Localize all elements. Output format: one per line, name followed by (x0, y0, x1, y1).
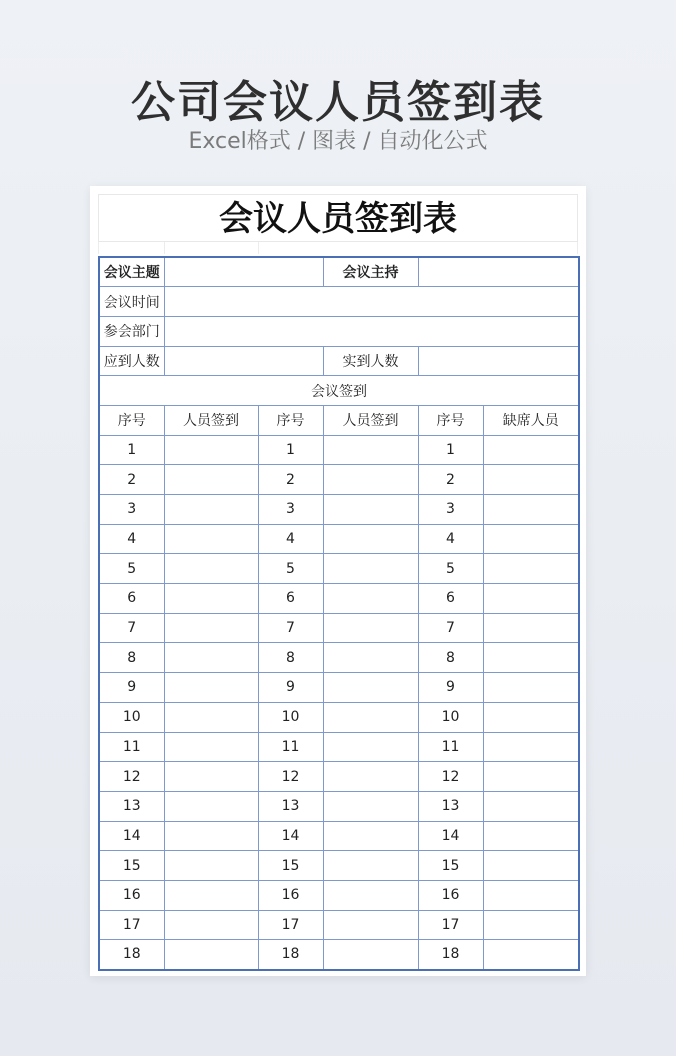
signin-cell[interactable] (164, 791, 258, 821)
row-number: 10 (99, 702, 164, 732)
absent-cell[interactable] (483, 643, 579, 673)
column-header: 人员签到 (323, 405, 418, 435)
checkin-section-row (99, 376, 579, 406)
host-input-cell[interactable] (418, 257, 579, 287)
row-number: 7 (99, 613, 164, 643)
table-row (99, 940, 579, 970)
signin-cell[interactable] (164, 702, 258, 732)
signin-cell[interactable] (323, 791, 418, 821)
row-number: 13 (258, 791, 323, 821)
absent-cell[interactable] (483, 940, 579, 970)
signin-cell[interactable] (323, 465, 418, 495)
signin-cell[interactable] (164, 851, 258, 881)
row-number: 2 (418, 465, 483, 495)
row-number: 11 (258, 732, 323, 762)
table-row (99, 554, 579, 584)
row-number: 18 (258, 940, 323, 970)
row-number: 3 (258, 495, 323, 525)
row-number: 3 (99, 495, 164, 525)
row-number: 18 (418, 940, 483, 970)
table-row (99, 791, 579, 821)
row-number: 12 (258, 762, 323, 792)
row-number: 16 (99, 880, 164, 910)
table-row (99, 702, 579, 732)
row-number: 11 (99, 732, 164, 762)
expected-label: 应到人数 (99, 346, 164, 376)
row-number: 10 (258, 702, 323, 732)
row-number: 16 (258, 880, 323, 910)
table-row (99, 613, 579, 643)
table-row (99, 762, 579, 792)
absent-cell[interactable] (483, 613, 579, 643)
absent-cell[interactable] (483, 851, 579, 881)
signin-cell[interactable] (323, 851, 418, 881)
row-number: 9 (99, 673, 164, 703)
expected-input-cell[interactable] (164, 346, 323, 376)
signin-cell[interactable] (323, 762, 418, 792)
row-number: 1 (258, 435, 323, 465)
signin-table (98, 256, 580, 971)
row-number: 4 (99, 524, 164, 554)
row-number: 8 (99, 643, 164, 673)
row-number: 4 (258, 524, 323, 554)
signin-cell[interactable] (323, 524, 418, 554)
row-number: 14 (418, 821, 483, 851)
absent-cell[interactable] (483, 554, 579, 584)
time-label: 会议时间 (99, 287, 164, 317)
signin-cell[interactable] (164, 465, 258, 495)
signin-cell[interactable] (164, 524, 258, 554)
table-row (99, 673, 579, 703)
row-number: 17 (99, 910, 164, 940)
signin-cell[interactable] (323, 435, 418, 465)
absent-cell[interactable] (483, 673, 579, 703)
absent-cell[interactable] (483, 465, 579, 495)
row-number: 1 (418, 435, 483, 465)
absent-cell[interactable] (483, 702, 579, 732)
signin-cell[interactable] (164, 880, 258, 910)
absent-cell[interactable] (483, 495, 579, 525)
absent-cell[interactable] (483, 791, 579, 821)
row-number: 5 (258, 554, 323, 584)
table-row (99, 851, 579, 881)
signin-cell[interactable] (323, 880, 418, 910)
row-number: 2 (99, 465, 164, 495)
absent-cell[interactable] (483, 762, 579, 792)
topic-input-cell[interactable] (164, 257, 323, 287)
row-number: 9 (258, 673, 323, 703)
signin-cell[interactable] (323, 702, 418, 732)
signin-cell[interactable] (164, 762, 258, 792)
table-row (99, 880, 579, 910)
signin-cell[interactable] (323, 821, 418, 851)
table-row (99, 821, 579, 851)
row-number: 5 (418, 554, 483, 584)
row-number: 8 (258, 643, 323, 673)
absent-cell[interactable] (483, 435, 579, 465)
signin-cell[interactable] (323, 643, 418, 673)
topic-label: 会议主题 (99, 257, 164, 287)
row-number: 4 (418, 524, 483, 554)
table-row (99, 910, 579, 940)
table-row (99, 495, 579, 525)
row-number: 6 (258, 584, 323, 614)
row-number: 6 (418, 584, 483, 614)
signin-cell[interactable] (164, 910, 258, 940)
row-number: 15 (99, 851, 164, 881)
table-row (99, 643, 579, 673)
signin-cell[interactable] (323, 495, 418, 525)
attendance-count-row (99, 346, 579, 376)
spacer-row (98, 242, 578, 254)
row-number: 9 (418, 673, 483, 703)
column-header: 人员签到 (164, 405, 258, 435)
signin-cell[interactable] (164, 940, 258, 970)
row-number: 13 (99, 791, 164, 821)
checkin-section-label: 会议签到 (99, 376, 579, 406)
column-header: 序号 (258, 405, 323, 435)
row-number: 17 (258, 910, 323, 940)
row-number: 5 (99, 554, 164, 584)
signin-cell[interactable] (323, 673, 418, 703)
column-header: 缺席人员 (483, 405, 579, 435)
row-number: 12 (418, 762, 483, 792)
page-title: 公司会议人员签到表 (131, 77, 545, 128)
departments-row (99, 316, 579, 346)
table-row (99, 524, 579, 554)
column-header: 序号 (99, 405, 164, 435)
departments-input-cell[interactable] (164, 316, 579, 346)
table-row (99, 465, 579, 495)
absent-cell[interactable] (483, 910, 579, 940)
row-number: 11 (418, 732, 483, 762)
row-number: 3 (418, 495, 483, 525)
time-row (99, 287, 579, 317)
signin-cell[interactable] (164, 495, 258, 525)
absent-cell[interactable] (483, 524, 579, 554)
signin-cell[interactable] (164, 584, 258, 614)
row-number: 2 (258, 465, 323, 495)
signin-cell[interactable] (164, 643, 258, 673)
signin-cell[interactable] (323, 940, 418, 970)
actual-label: 实到人数 (323, 346, 418, 376)
row-number: 15 (418, 851, 483, 881)
signin-cell[interactable] (164, 613, 258, 643)
table-row (99, 435, 579, 465)
signin-cell[interactable] (323, 732, 418, 762)
signin-cell[interactable] (323, 554, 418, 584)
column-header-row (99, 405, 579, 435)
signin-cell[interactable] (323, 584, 418, 614)
row-number: 10 (418, 702, 483, 732)
absent-cell[interactable] (483, 880, 579, 910)
signin-cell[interactable] (323, 613, 418, 643)
table-row (99, 732, 579, 762)
row-number: 17 (418, 910, 483, 940)
row-number: 12 (99, 762, 164, 792)
page-subtitle: Excel格式 / 图表 / 自动化公式 (188, 129, 488, 154)
absent-cell[interactable] (483, 584, 579, 614)
signin-cell[interactable] (164, 821, 258, 851)
sheet-title: 会议人员签到表 (98, 194, 578, 242)
row-number: 14 (258, 821, 323, 851)
row-number: 18 (99, 940, 164, 970)
row-number: 15 (258, 851, 323, 881)
signin-cell[interactable] (164, 673, 258, 703)
row-number: 7 (258, 613, 323, 643)
actual-input-cell[interactable] (418, 346, 579, 376)
row-number: 1 (99, 435, 164, 465)
row-number: 14 (99, 821, 164, 851)
absent-cell[interactable] (483, 732, 579, 762)
signin-cell[interactable] (323, 910, 418, 940)
host-label: 会议主持 (323, 257, 418, 287)
spreadsheet-paper (90, 186, 586, 976)
topic-row (99, 257, 579, 287)
column-header: 序号 (418, 405, 483, 435)
signin-cell[interactable] (164, 732, 258, 762)
row-number: 13 (418, 791, 483, 821)
row-number: 8 (418, 643, 483, 673)
absent-cell[interactable] (483, 821, 579, 851)
row-number: 6 (99, 584, 164, 614)
row-number: 16 (418, 880, 483, 910)
departments-label: 参会部门 (99, 316, 164, 346)
time-input-cell[interactable] (164, 287, 579, 317)
row-number: 7 (418, 613, 483, 643)
signin-cell[interactable] (164, 435, 258, 465)
table-row (99, 584, 579, 614)
signin-cell[interactable] (164, 554, 258, 584)
